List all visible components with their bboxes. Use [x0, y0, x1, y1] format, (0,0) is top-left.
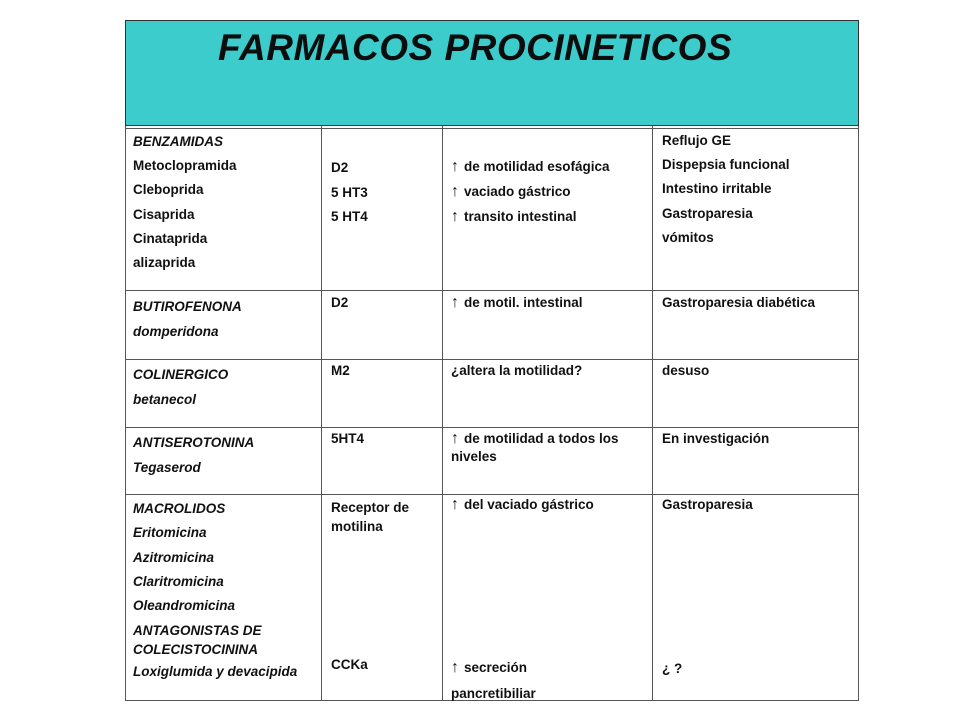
effect-text: secreción [464, 660, 528, 675]
receptor-value: Receptor de motilina [331, 500, 410, 534]
cell-indication [662, 496, 753, 514]
effect-text: pancretibiliar [451, 686, 536, 701]
drug-name: Metoclopramida [133, 158, 237, 174]
cell-effect [451, 362, 582, 380]
indication-text: Intestino irritable [662, 181, 772, 197]
cell-effect [451, 154, 610, 229]
group-name: COLINERGICO [133, 367, 229, 382]
receptor-value: 5 HT3 [331, 184, 368, 200]
row-divider [125, 359, 859, 360]
cell-drug-group [133, 430, 254, 480]
group-name: ANTISEROTONINA [133, 435, 255, 450]
drug-name: Azitromicina [133, 549, 215, 565]
cell-effect [451, 655, 536, 707]
indication-text: desuso [662, 363, 710, 378]
cell-indication [662, 430, 769, 448]
indication-text: Reflujo GE [662, 133, 732, 148]
drug-name: Cisaprida [133, 206, 195, 222]
group-name: MACROLIDOS [133, 501, 226, 516]
cell-indication [662, 362, 709, 380]
cell-drug-group [133, 362, 228, 412]
receptor-value: D2 [331, 295, 349, 310]
cell-drug-group [133, 294, 242, 344]
indication-text: ¿ ? [662, 661, 683, 676]
cell-receptor [331, 156, 368, 230]
drug-name: Tegaserod [133, 460, 201, 475]
drug-name: Claritromicina [133, 573, 224, 589]
column-divider [321, 126, 322, 701]
indication-text: Dispepsia funcional [662, 157, 790, 173]
page-title: FARMACOS PROCINETICOS [218, 27, 733, 68]
drug-name: Eritomicina [133, 525, 207, 541]
cell-drug-group [133, 130, 237, 275]
receptor-value: 5HT4 [331, 431, 365, 446]
drug-name: Loxiglumida y devacipida [133, 664, 298, 680]
cell-indication [662, 294, 815, 312]
indication-text: Gastroparesia [662, 497, 753, 512]
column-divider [652, 126, 653, 701]
cell-indication [662, 129, 790, 250]
effect-text: ¿altera la motilidad? [451, 363, 583, 378]
receptor-value: D2 [331, 160, 349, 175]
receptor-value: 5 HT4 [331, 209, 368, 224]
up-arrow-icon: ↑ [451, 430, 459, 447]
group-name: BENZAMIDAS [133, 134, 223, 149]
effect-text: del vaciado gástrico [464, 497, 594, 512]
drug-name: betanecol [133, 392, 197, 407]
effect-text: transito intestinal [464, 209, 577, 224]
indication-text: Gastroparesia diabética [662, 295, 816, 310]
cell-drug-group [133, 497, 313, 681]
row-divider [125, 494, 859, 495]
cell-receptor [331, 294, 348, 312]
receptor-value: M2 [331, 363, 350, 378]
column-divider [442, 126, 443, 701]
drug-name: Cinataprida [133, 230, 208, 246]
row-divider [125, 290, 859, 291]
drug-name: Cleboprida [133, 182, 204, 198]
indication-text: En investigación [662, 431, 770, 446]
up-arrow-icon: ↑ [451, 208, 459, 225]
group-name: BUTIROFENONA [133, 299, 242, 314]
cell-receptor [331, 430, 364, 448]
indication-text: Gastroparesia [662, 205, 753, 221]
receptor-value: CCKa [331, 657, 368, 672]
up-arrow-icon: ↑ [451, 659, 459, 676]
effect-text: de motilidad a todos los niveles [451, 431, 619, 464]
cell-indication [662, 660, 682, 678]
effect-text: de motil. intestinal [464, 295, 583, 310]
up-arrow-icon: ↑ [451, 496, 459, 513]
indication-text: vómitos [662, 229, 714, 245]
up-arrow-icon: ↑ [451, 158, 459, 175]
cell-receptor [331, 362, 350, 380]
cell-receptor [331, 656, 368, 674]
drug-name: alizaprida [133, 255, 196, 271]
effect-text: de motilidad esofágica [464, 159, 610, 174]
effect-text: vaciado gástrico [464, 184, 571, 199]
up-arrow-icon: ↑ [451, 294, 459, 311]
drug-name: domperidona [133, 324, 219, 339]
row-divider [125, 427, 859, 428]
cell-effect [451, 430, 641, 466]
cell-receptor [331, 498, 436, 536]
up-arrow-icon: ↑ [451, 183, 459, 200]
drug-name: Oleandromicina [133, 598, 236, 614]
cell-effect [451, 496, 594, 514]
group-name: ANTAGONISTAS DE COLECISTOCININA [133, 623, 262, 658]
cell-effect [451, 294, 583, 312]
